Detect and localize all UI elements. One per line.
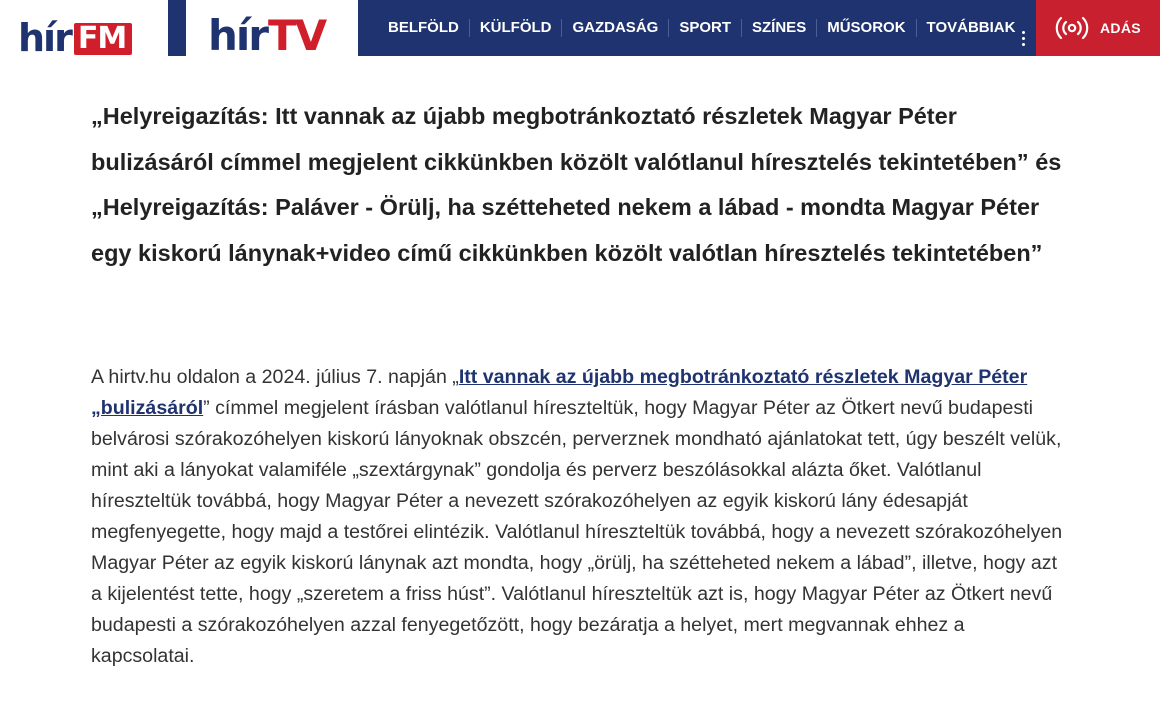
vertical-dots-icon bbox=[1022, 31, 1025, 46]
nav-item-belfold[interactable]: BELFÖLD bbox=[388, 19, 459, 36]
broadcast-icon bbox=[1054, 16, 1090, 40]
site-header bbox=[0, 0, 1160, 60]
hirtv-logo[interactable] bbox=[208, 11, 326, 60]
hirfm-logo-fm: FM bbox=[74, 23, 132, 55]
nav-item-szines[interactable]: SZÍNES bbox=[741, 19, 816, 37]
nav-item-musorok[interactable]: MŰSOROK bbox=[816, 19, 915, 37]
nav-item-sport[interactable]: SPORT bbox=[668, 19, 741, 37]
article-source-link[interactable]: Itt vannak az újabb megbotránkoztató részletek Magyar Péter „bulizásáról bbox=[91, 366, 1028, 419]
nav-item-tovabbiak-label: TOVÁBBIAK bbox=[926, 19, 1016, 36]
nav-item-gazdasag[interactable]: GAZDASÁG bbox=[561, 19, 668, 37]
live-button[interactable] bbox=[1036, 0, 1160, 56]
hirfm-logo[interactable] bbox=[18, 15, 148, 60]
nav-item-kulfold[interactable]: KÜLFÖLD bbox=[469, 19, 562, 37]
article-title: „Helyreigazítás: Itt vannak az újabb megbotránkoztató részletek Magyar Péter bulizásáról címmel megjelent cikkünkben közölt valótlanul híresztelés tekintetében” és „Helyreigazítás: Paláver - Örülj, ha szétteheted nekem a lábad - mondta Magyar Péter egy kiskorú lánynak+video című cikkünkben közölt valótlan híresztelés tekintetében” bbox=[91, 103, 1062, 266]
article-body-intro: A hirtv.hu oldalon a 2024. július 7. napján „ bbox=[91, 366, 459, 388]
header-divider bbox=[168, 0, 186, 56]
hirtv-logo-tv: TV bbox=[268, 11, 326, 60]
nav-item-tovabbiak[interactable] bbox=[916, 19, 1036, 37]
article-body-rest: ” címmel megjelent írásban valótlanul híreszteltük, hogy Magyar Péter az Ötkert nevű budapesti belvárosi szórakozóhelyen kiskorú lányoknak obszcén, perverznek mondható ajánlatokat tett, úgy beszélt velük, mint aki a lányokat valamiféle „szextárgynak” gondolja és perverz beszólásokkal alázta őket. Valótlanul híreszteltük továbbá, hogy Magyar Péter a nevezett szórakozóhelyen az egyik kiskorú lány édesapját megfenyegette, hogy majd a testőrei elintézik. Valótlanul híreszteltük továbbá, hogy a nevezett szórakozóhelyen Magyar Péter az egyik kiskorú lánynak azt mondta, hogy „örülj, ha szétteheted nekem a lábad”, illetve, hogy azt a kijelentést tette, hogy „szeretem a friss húst”. Valótlanul híreszteltük azt is, hogy Magyar Péter az Ötkert nevű budapesti a szórakozóhelyen azzal fenyegetőzött, hogy bezáratja a helyet, mert megvannak ehhez a kapcsolatai. bbox=[91, 397, 1063, 667]
hirtv-logo-hir: hír bbox=[208, 11, 268, 60]
hirfm-logo-hir: hír bbox=[18, 16, 71, 60]
article-body bbox=[91, 362, 1071, 672]
live-label: ADÁS bbox=[1100, 20, 1141, 36]
main-nav bbox=[358, 0, 1036, 56]
